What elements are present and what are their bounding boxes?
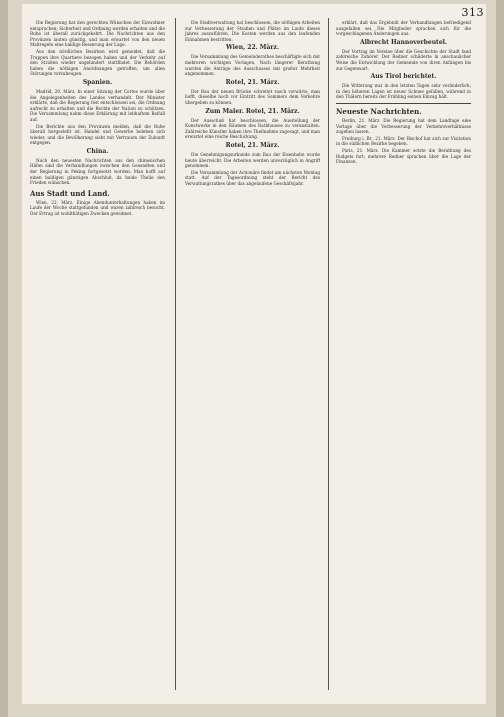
article-paragraph: Nach den neuesten Nachrichten aus den chinesischen Häfen sind die Verhandlungen zwischen den Gesandten und der Regierung in Peking fortgesetzt worden. Man hofft auf einen baldigen günstigen Abschluß, da beide Theile den Frieden wünschen.	[30, 157, 165, 186]
article-paragraph: Die Regierung hat den gerechten Wünschen der Einwohner entsprochen; Sicherheit und Ordnung werden erhalten und die Ruhe ist überall zurückgekehrt. Die Nachrichten aus den Provinzen lauten günstig, und man erwartet von den neuen Maßregeln eine baldige Besserung der Lage.	[30, 20, 165, 48]
article-paragraph: Madrid, 20. März. In einer Sitzung der Cortes wurde über die Angelegenheiten des Landes verhandelt. Der Minister erklärte, daß die Regierung fest entschlossen sei, die Ordnung aufrecht zu erhalten und die Rechte der Nation zu schützen. Die Versammlung nahm diese Erklärung mit lebhaftem Beifall auf.	[30, 88, 165, 122]
section-title: Aus Stadt und Land.	[30, 188, 110, 198]
section-heading: Zum Maler. Rotel, 21. März.	[205, 107, 300, 115]
article-paragraph: Berlin, 21. März. Die Regierung hat dem Landtage eine Vorlage über die Verbesserung der Verkehrsverhältnisse zugehen lassen.	[336, 117, 471, 135]
article-paragraph: Wien, 22. März. Einige Abendunterhaltungen haben im Laufe der Woche stattgefunden und waren zahlreich besucht. Der Ertrag ist wohlthätigen Zwecken gewidmet.	[30, 199, 165, 217]
section-heading: Wien, 22. März.	[226, 44, 279, 52]
article-paragraph: Der Bau der neuen Brücke schreitet rasch vorwärts; man hofft, dieselbe noch vor Eintritt des Sommers dem Verkehre übergeben zu können.	[185, 88, 320, 105]
article-paragraph: erklärt, daß das Ergebniß der Verhandlungen befriedigend ausgefallen sei. Die Mitglieder sprachen sich für die vorgeschlagenen Änderungen aus.	[336, 20, 471, 37]
column-3	[336, 20, 471, 166]
section-heading: Albrecht Hannoverbeutel.	[359, 38, 448, 46]
article-paragraph: Die Genehmigungsurkunde zum Bau der Eisenbahn wurde heute überreicht. Die Arbeiten werden unverzüglich in Angriff genommen.	[185, 151, 320, 169]
section-title: Neueste Nachrichten.	[336, 106, 422, 116]
article-paragraph: Der Vortrag im Vereine über die Geschichte der Stadt fand zahlreiche Zuhörer. Der Redner schilderte in anschaulicher Weise die Entwicklung der Gemeinde von ihren Anfängen bis zur Gegenwart.	[336, 48, 471, 71]
section-heading: Rotel, 21. März.	[225, 141, 280, 149]
scan-edge-left	[0, 0, 8, 717]
column-2	[185, 20, 320, 187]
section-heading: China.	[86, 147, 109, 155]
article-paragraph: Die Witterung war in den letzten Tagen sehr veränderlich; in den höheren Lagen ist neuer Schnee gefallen, während in den Thälern bereits der Frühling seinen Einzug hält.	[336, 83, 471, 100]
newspaper-page	[22, 4, 486, 704]
column-rule	[328, 18, 329, 690]
page-number: 313	[461, 6, 484, 19]
scan-edge-right	[496, 0, 504, 717]
article-paragraph: Die Versammlung des Gemeinderathes beschäftigte sich mit mehreren wichtigen Vorlagen. Nach längerer Berathung wurden die Anträge des Ausschusses mit großer Mehrheit angenommen.	[185, 54, 320, 77]
column-1	[30, 20, 165, 218]
article-paragraph: Die Versammlung der Actionäre findet am nächsten Montag statt. Auf der Tagesordnung steht der Bericht des Verwaltungsrathes über das abgelaufene Geschäftsjahr.	[185, 169, 320, 186]
article-paragraph: Freiburg i. Br., 21. März. Der Bischof hat sich zur Visitation in die südlichen Bezirke begeben.	[336, 135, 471, 147]
column-rule	[175, 18, 176, 690]
article-paragraph: Aus den nördlichen Bezirken wird gemeldet, daß die Truppen ihre Quartiere bezogen haben und der Verkehr auf den Straßen wieder ungehindert stattfindet. Die Behörden haben die nöthigen Anordnungen getroffen, um allen Störungen vorzubeugen.	[30, 48, 165, 77]
article-paragraph: Die Berichte aus den Provinzen melden, daß die Ruhe überall hergestellt ist. Handel und Gewerbe beleben sich wieder, und die Bevölkerung sieht mit Vertrauen der Zukunft entgegen.	[30, 123, 165, 146]
article-paragraph: Der Ausschuß hat beschlossen, die Ausstellung der Kunstwerke in den Räumen des Rathhauses zu veranstalten. Zahlreiche Künstler haben ihre Theilnahme zugesagt, und man erwartet eine reiche Beschickung.	[185, 117, 320, 140]
article-paragraph: Die Stadtverwaltung hat beschlossen, die nöthigen Arbeiten zur Verbesserung der Straßen und Plätze im Laufe dieses Jahres auszuführen. Die Kosten werden aus den laufenden Einnahmen bestritten.	[185, 20, 320, 42]
article-paragraph: Paris, 21. März. Die Kammer setzte die Berathung des Budgets fort; mehrere Redner sprachen über die Lage der Finanzen.	[336, 147, 471, 165]
section-heading: Aus Tirol berichtet.	[370, 73, 437, 81]
section-heading: Rotel, 21. März.	[225, 78, 280, 86]
section-rule	[336, 103, 471, 104]
section-heading: Spanien.	[82, 78, 113, 86]
